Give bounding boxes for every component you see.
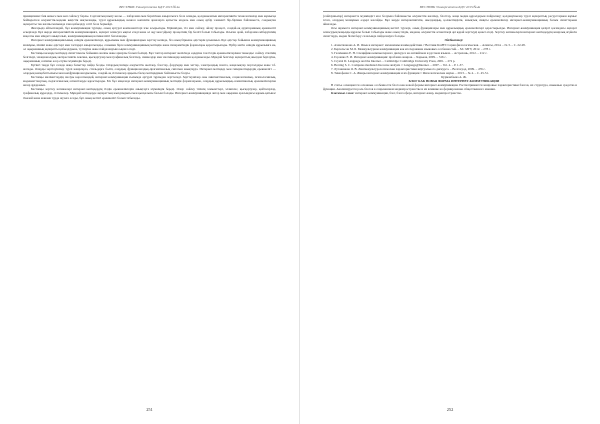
page-number: 252 — [446, 407, 454, 412]
reference-item: 3. Галичкина Е. Н. Специфика компьютерного дискурса на английском и русском языках. – Астрахань, 2012. – 212 с. — [331, 50, 488, 55]
article-author: Курманбаева А. Ж. — [441, 75, 467, 80]
paragraph: Бастапқы зерттеу нәтижелері интернет-мәтіндердің тілдік ерекшеліктерін анықтауға мүмкіндік береді. Олар: сөйлеу тілінің элементтері, эллипсис, қысқартулар, қайталаулар, графикалық құралдар, сілтемелер. Мұндай мәтіндерде ақпараттың жылдамдығы мен қысқалығы басым болады. Интернет-коммуникацияда автор мен оқырман арасындағы қарым-қатынас тікелей және жанама түрде жүзеге асады, бұл оның негізгі ерекшелігі болып табылады. — [23, 87, 276, 100]
reference-item: 4. Горошко Е. И. Интернет-коммуникация: проблема жанров. – Харьков, 2009. – 316 с. — [331, 54, 447, 59]
right-page — [300, 0, 600, 424]
running-head: ВЕСТНИК Университета КДУ 2015/№4а — [119, 5, 180, 9]
running-head: ВЕСТНИК Университета КДУ 2015/№4а — [419, 5, 481, 9]
paragraph: Жоғарыда айтылғандай, бұл коммуникация түрінде, оның әртүрлі компоненттері іске асырылады. Біріншіден, тіл мен сөйлеу, ойлау процесі, сондай-ақ аудиторияның ерекшелігі ескеріледі. Бұл жерде интерактивтілік коммуникацияға, ақпарат алмасуға ықпал етеді және ол оқу мен үйрену процесінің бір бөлігі болып табылады. Осыған орай, хабарлама жіберушінің мақсаты мен міндеті анықталып, коммуникацияның нәтижелілігі бағаланады. — [23, 26, 276, 39]
header-rule — [23, 11, 276, 12]
keywords-text: интернет-коммуникация, блог, блогосфера, интернет-жанр, медиапространство. — [355, 91, 462, 96]
header-rule — [323, 11, 577, 12]
keywords — [323, 91, 577, 95]
paragraph: принципами: бив немесе мен көп сөйлесу барлы. Сорташтың шығу жолы — хабарлама мен берілгінен ажыратылса бола алмады, қолданылатын интерактивтік технологиялар мен жұмысқа бейімделген әлеуметтік-мәдени кеңістік нақтыланды, түрлі құрылымдық немесе көпшілік арналарға қатысты модель мен оның әрбір элементі бір-бірімен байланыста, сондықтан ақпаратты тек жалпы мағынада ғана қабылдау сәтті бола бермейді. — [23, 14, 276, 27]
page-number: 251 — [146, 407, 153, 412]
body-text — [23, 14, 276, 100]
keywords-label: Ключевые слова: — [331, 91, 355, 96]
paragraph: Бүгінгі таңда бұл салада жаңа бағыттар пайда болды. Олардың ішінде әлеуметтік желілер, блогтар, форумдар мен чаттар, электрондық пошта, жаңалықтар порталдары және т.б. жатады. Оларды зерттеушілер түрлі жанрларға, стильдерге бөліп, олардың функционалдық-прагматикалық сипатын анықтауда. Интернет-мәтіндер мен гипермәтіндердің ерекшелігі — олардың көпқабаттылығы мен көпфункционалдылығы, сондай-ақ сілтемелер арқылы басқа мәтіндермен байланысты болуы. — [23, 62, 276, 76]
abstract: В статье освещаются основные особенности блога как новой формы интернет-коммуникации. Рассматриваются жанровые характеристики блогов, их структура, языковые средства и функции. Анализируется роль блогов в современном медиапространстве и их влияние на формирование общественного мнения. — [323, 83, 577, 92]
paragraph: Бастапқы кезеңде мәтіндер сипаттамасы бойынша жалпы және арнаулы болып бөлінді. Бұл топтар интернет желісінде өздеріне тән тілдік ерекшеліктерімен танылды: сөйлеу стилінің белгілері, эмоционалдық-экспрессивтік лексика, қысқартулар мен графикалық белгілер, символдар мен эмотикондар кеңінен қолданылады. Мұндай белгілер ақпараттың жылдам берілуіне, оқырманның сезіміне әсер етуіне мүмкіндік береді. — [23, 50, 276, 63]
reference-item: 1. Ахметжанова А. И. Язык и интернет: механизмы взаимодействия // Вестник КазНУ. Серия филологическая. – Алматы, 2014. – № 3. – С. 22-28. — [331, 42, 526, 47]
article-title: БЛОГ КАК НОВАЯ ФОРМА ИНТЕРНЕТ-КОММУНИКАЦИИ — [408, 79, 500, 84]
body-text — [323, 14, 577, 96]
reference-item: 2. Бергельсон М. Б. Межкультурная коммуникация как исследование языковых особенностей. – М.: МГУ, 2012. – 278 с. — [331, 46, 491, 51]
reference-item: 5. Crystal D. Language and the Internet. – Cambridge: Cambridge University Press, 2001. – 272 p. — [331, 58, 456, 63]
paragraph: Осы жұмыста интернет-коммуникацияның негізгі түрлері, оның функциялары мен құрылымдық ерекшеліктері қарастырылды. Интернет-коммуникация қазіргі қоғамдағы ақпарат алмасудың маңызды құралы болып табылады және оның тілдік, мәдени, әлеуметтік аспектілері әрі қарай зерттеуді қажет етеді. Зерттеу нәтижелерін интернет-мәтіндердің жанрлық жүйесін сипаттауда, медиа білім беру саласында пайдалануға болады. — [323, 26, 577, 39]
reference-item: 8. Тимофеева С. А. Жанры интернет-коммуникации и их функции // Филологические науки. – 2013. – № 4. – С. 45-51. — [331, 71, 489, 76]
references-title: Әдебиеттер: — [444, 38, 464, 43]
paragraph: Интернет коммуникациясының өзіндік ерекшеліктері, құрылымы мен функцияларын зерттеу кезінде, біз оның бірнеше әдістерін ұсынамыз. Бұл әдістер бойынша коммуникацияның мазмұны, пішіні және әдістері мен тәсілдері ажыратылады, сонымен бірге коммуникацияның мәтіндік және гипермәтіндік формалары қарастырылады. Әрбір мәтін өзіндік құрылымға ие, ол оқырманның ақпаратты қабылдауына, түсінуіне және пайдалануына ықпал етеді. — [23, 38, 276, 51]
reference-item: 6. Herring S. C. Computer-mediated discourse analysis // Language@Internet. – 2007. – Vol. 4. – P. 1-37. — [331, 62, 464, 67]
reference-item: 7. Лутовинова О. В. Лингвокультурологические характеристики виртуального дискурса. – Волгоград, 2009. – 476 с. — [331, 67, 486, 72]
paragraph: Бастапқы мәліметтердің шолуы көрсеткендей, интернет-коммуникация ғылымда әртүрлі тұрғыдан зерттеледі. Зерттеушілер оны лингвистикалық, социологиялық, психологиялық, мәдениеттанулық, педагогикалық аспектілерде қарастырады. Біз бұл мақалада интернет-коммуникацияның мәтіндік формаларына, олардың құрылымдық-семантикалық ерекшеліктеріне назар аударамыз. — [23, 75, 276, 88]
paragraph: (сайлаушылар) интернетте мүмкіндігі мол болуына байланысты әлеуметтік желілер, блогтар, жаңа медиа құралдарын пайдалану; қолданушылар түрлі ақпараттық ресурстармен жұмыс істеп, олардың мазмұнын өздері жасайды. Бұл жерде интерактивтілік, жылдамдық, қолжетімділік, ашықтық сияқты ерекшеліктер интернет-коммуникацияның басым сипаттарына айналады. — [323, 14, 577, 27]
